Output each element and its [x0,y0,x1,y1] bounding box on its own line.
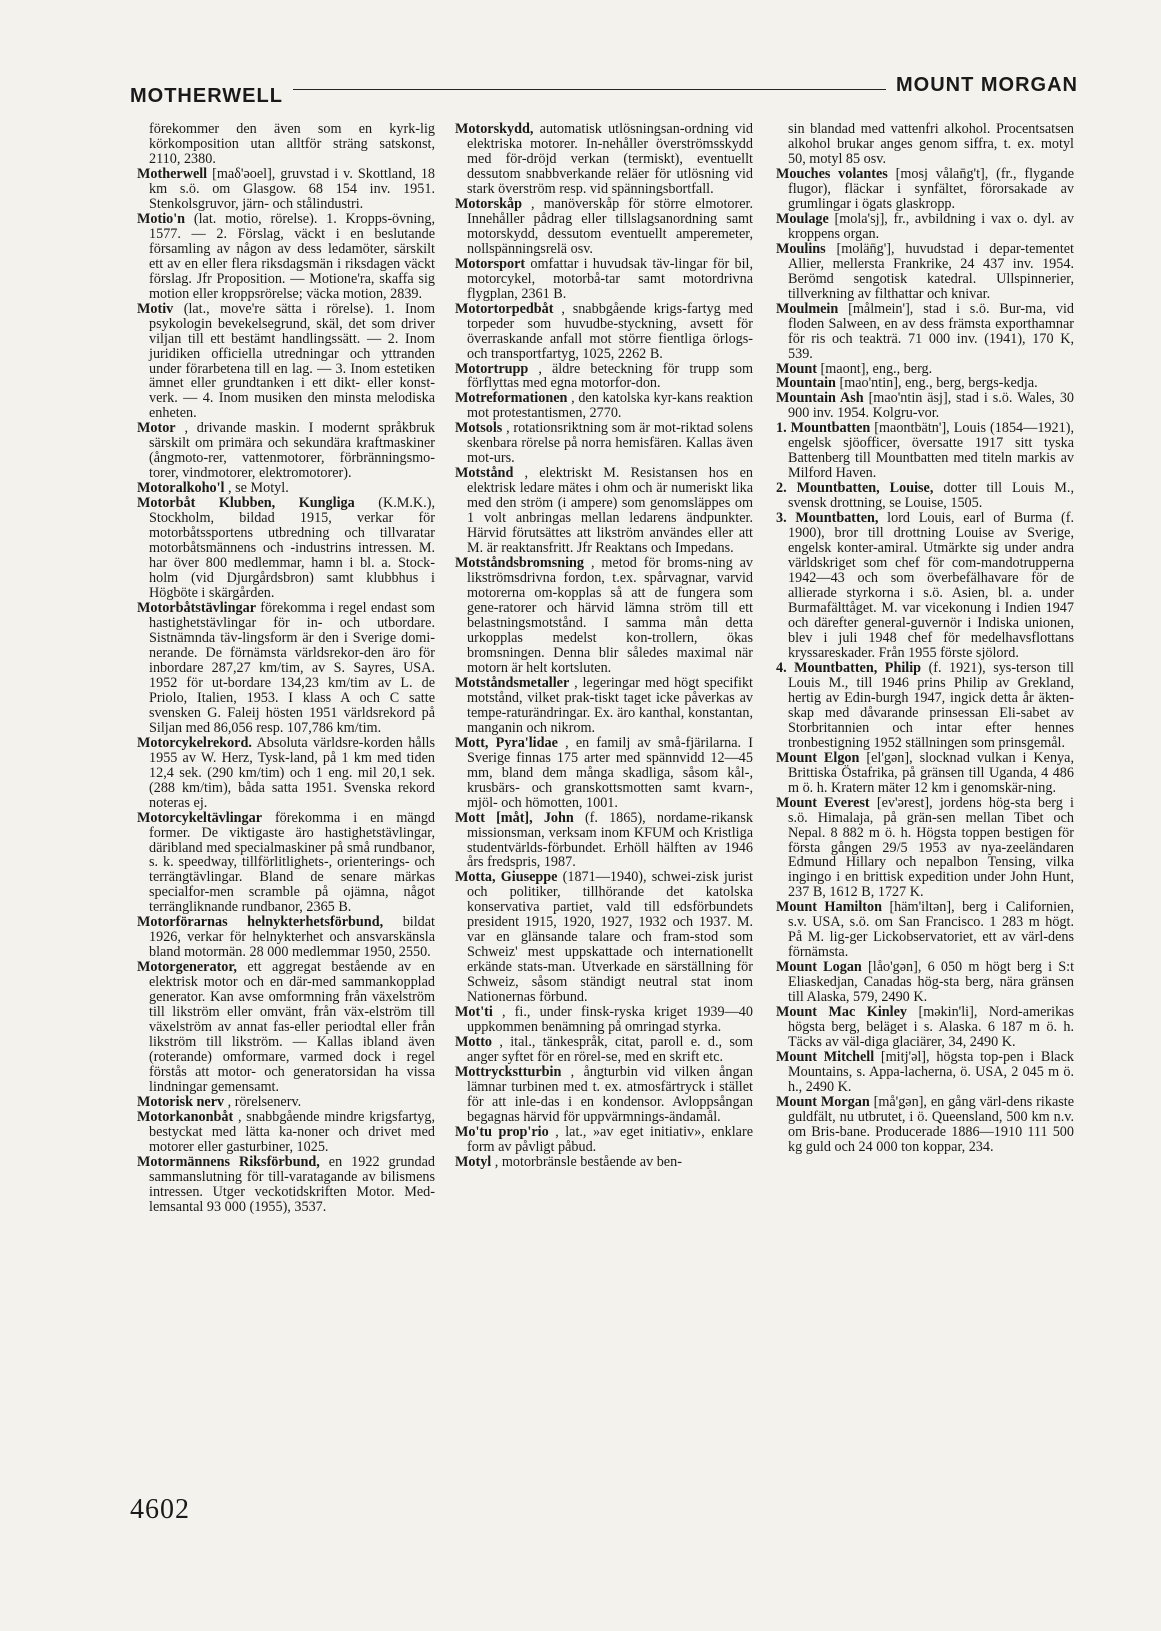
dictionary-entry [455,362,753,392]
dictionary-entry [776,391,1074,421]
header-right-word: MOUNT MORGAN [896,73,1078,96]
entry-headword: Motiv [137,300,174,317]
entry-headword: Motorskåp [455,195,522,212]
entry-headword: Motorkanonbåt [137,1108,234,1125]
entry-headword: 4. Mountbatten, Philip [776,659,922,676]
entry-definition: , elektriskt M. Resistansen hos en elektrisk ledare mätes i ohm och är numeriskt lika med den ström (i ampere) som genomsläppes om 1 volt anbringas mellan ledarens ändpunkter. Härvid förutsättes att likström användes eller att M. är reaktansfritt. Jfr Reaktans och Impedans. [467,465,754,557]
dictionary-entry [455,197,753,257]
entry-definition: , manöverskåp för större elmotorer. Innehåller pådrag eller tillslagsanordning samt motorskydd, dessutom eventuellt amperemeter, nollspänningsrelä osv. [467,195,754,257]
entry-definition: lord Louis, earl of Burma (f. 1900), bror till drottning Louise av Sverige, engelsk konter-amiral. Utmärkte sig under andra världskriget som chef för com-mandotrupperna 1942—43 och som överbefälhavare för de allierade styrkorna i s.ö. Asien, bl. a. under Burmafälttåget. M. var vicekonung i Indien 1947 och därefter general-guvernör i Indiska unionen, blev i juli 1948 chef för medelhavsflottans kryssareskader. Från 1955 förste sjölord. [788,510,1074,661]
entry-definition: (f. 1921), sys-terson till Louis M., till 1946 prins Philip av Grekland, hertig av Edin-burgh 1947, ingick detta år äkten-skap med dåvarande prinsessan Eli-sabet av Storbritannien och intar efter hennes tronbestigning 1952 ställningen som prinsgemål. [788,659,1074,751]
entry-headword: Motio'n [137,210,186,227]
entry-headword: Motoralkoho'l [137,480,225,497]
entry-headword: Motsols [455,420,503,437]
entry-headword: Mot'ti [455,1004,493,1021]
entry-definition: [maontbätn'], Louis (1854—1921), engelsk sjöofficer, översatte 1917 sitt tyska Battenberg till Mountbatten med titeln markis av Milford Haven. [788,420,1074,482]
entry-definition: [el'gən], slocknad vulkan i Kenya, Brittiska Östafrika, på gränsen till Uganda, 4 486 m ö. h. Kratern mäter 12 km i genomskär-ning. [788,749,1074,796]
entry-headword: Mount Morgan [776,1093,870,1110]
entry-definition: förekomma i regel endast som hastighetstävlingar för in- och utbordare. Sistnämnda täv-lingsform är den i Sverige domi-nerande. De förnämsta världsrekor-den äro för inbordare 287,27 km/tim, av S. Sayres, USA. 1952 för ut-bordare 134,23 km/tim av L. de Priolo, Italien, 1953. I klass A och C satte svensken G. Faleij hösten 1951 världsrekord på Siljan med 86,056 resp. 107,786 km/tim. [149,600,435,736]
dictionary-entry [776,242,1074,302]
dictionary-entry [137,302,435,422]
entry-definition: [må'gən], en gång värl-dens rikaste guldfält, nu utbrutet, i ö. Queensland, 500 km n.v. om Bris-bane. Producerade 1886—1910 111 500 kg guld och 24 000 ton koppar, 234. [788,1093,1074,1155]
dictionary-entry [137,736,435,811]
header-left-word: MOTHERWELL [130,84,283,107]
dictionary-entry [455,676,753,736]
dictionary-entry [776,481,1074,511]
entry-headword: Moulmein [776,300,839,317]
entry-definition: , rörelsenerv. [227,1093,302,1110]
entry-definition: Absoluta världsre-korden hålls 1955 av W. Herz, Tysk-land, på 1 km med tiden 12,4 sek. (290 km/tim) och 1 eng. mil 20,1 sek. (288 km/tim), båda satta 1951. Svenska rekord noteras ej. [149,734,436,811]
dictionary-entry [455,122,753,197]
entry-headword: Motto [455,1034,493,1051]
entry-headword: Moulage [776,210,829,227]
entry-headword: Motståndsbromsning [455,555,585,572]
entry-definition: (lat., move're sätta i rörelse). 1. Inom psykologin bevekelsegrund, skäl, det som driver viljan till ett bestämt handlingssätt. — 2. Inom juridiken officiella utredningar och yttranden under förarbetena till en lag. — 3. Inom estetiken ämnet eller grundtanken i ett dikt- eller konst-verk. — 4. Inom musiken den minsta melodiska enheten. [149,300,436,422]
entry-definition: , ital., tänkespråk, citat, paroll e. d., som anger syftet för en rörel-se, med en skrift etc. [467,1034,753,1066]
entry-headword: Mottryckstturbin [455,1064,562,1081]
entry-definition: förekommer den även som en kyrk-lig körkomposition utan alltför sträng satskonst, 2110, 2380. [149,121,435,167]
dictionary-entry [455,811,753,871]
entry-definition: dotter till Louis M., svensk drottning, se Louise, 1505. [788,480,1075,512]
column-1 [137,122,435,1215]
entry-definition: [häm'iltən], berg i Californien, s.v. USA, s.ö. om San Francisco. 1 283 m högt. På M. lig-ger Lickobservatoriet, ett av värl-dens förnämsta. [788,899,1075,961]
dictionary-entry [455,1125,753,1155]
entry-headword: Mott [måt], John [455,809,574,826]
entry-definition: sin blandad med vattenfri alkohol. Procentsatsen alkohol brukar anges genom siffra, t. ex. motyl 50, motyl 85 osv. [788,121,1074,167]
entry-headword: Mount Elgon [776,749,860,766]
entry-definition: (K.M.K.), Stockholm, bildad 1915, verkar för motorbåtssportens utbredning och tillvaratar motorbåtsmännens och -industrins intressen. M. har över 800 medlemmar, hamn i bl. a. Stock-holm (vid Djurgårdsbron) samt klubbhus i Högböte i skärgården. [149,495,435,602]
dictionary-entry [776,212,1074,242]
dictionary-entry [455,1005,753,1035]
entry-definition: , äldre beteckning för trupp som förflyttas med egna motorfor-don. [467,360,753,392]
entry-definition: , den katolska kyr-kans reaktion mot protestantismen, 2770. [467,390,754,422]
entry-headword: Mouches volantes [776,165,888,182]
entry-definition: [mao'ntin äsj], stad i s.ö. Wales, 30 900 inv. 1954. Kolgru-vor. [788,390,1075,422]
dictionary-entry [776,511,1074,661]
entry-definition: , snabbgående krigs-fartyg med torpeder som huvudbe-styckning, avsett för överraskande anfall mot större fientliga örlogs-och transportfartyg, 1025, 2262 B. [467,300,753,362]
entry-definition: en 1922 grundad sammanslutning för till-varatagande av bilismens intressen. Utger veckotidskriften Motor. Med-lemsantal 93 000 (1955), 3537. [149,1153,436,1215]
header-rule [293,89,886,90]
entry-headword: Motorgenerator, [137,959,237,976]
dictionary-entry [455,466,753,556]
entry-headword: Mount Everest [776,794,870,811]
entry-headword: 2. Mountbatten, Louise, [776,480,934,497]
entry-headword: Motorisk nerv [137,1093,225,1110]
entry-headword: Moulins [776,240,826,257]
entry-headword: Motståndsmetaller [455,674,570,691]
dictionary-entry [137,496,435,601]
entry-definition: , legeringar med högt specifikt motstånd, vilket prak-tiskt taget icke påverkas av tempe-raturändringar. Ex. äro kanthal, konstantan, manganin och nikrom. [467,674,754,736]
entry-headword: Motreformationen [455,390,568,407]
dictionary-entry [455,1155,753,1170]
entry-definition: omfattar i huvudsak täv-lingar för bil, motorcykel, motorbå-tar samt motordrivna flygplan, 2361 B. [467,255,753,302]
column-2 [455,122,753,1170]
dictionary-entry [776,302,1074,362]
dictionary-entry [776,122,1074,167]
dictionary-entry [137,212,435,302]
entry-headword: Motorsport [455,255,526,272]
dictionary-entry [137,601,435,736]
entry-definition: [låo'gən], 6 050 m högt berg i S:t Eliaskedjan, Canadas hög-sta berg, nära gränsen till Alaska, 579, 2490 K. [788,959,1075,1006]
entry-headword: Motstånd [455,465,514,482]
dictionary-entry [137,167,435,212]
entry-definition: [mosj vålan̄g't], (fr., flygande flugor), fläckar i synfältet, förorsakade av grumlingar i ögats glaskropp. [788,165,1075,212]
entry-definition: , motorbränsle bestående av ben- [494,1153,682,1170]
dictionary-entry [776,751,1074,796]
dictionary-entry [455,257,753,302]
entry-headword: Mount Logan [776,959,862,976]
entry-definition: bildat 1926, verkar för helnykterhet och ansvarskänsla bland motormän. 28 000 medlemmar 1950, 2550. [149,914,435,961]
dictionary-entry [137,1155,435,1215]
entry-headword: Motorcykeltävlingar [137,809,263,826]
entry-headword: Mount Mitchell [776,1049,875,1066]
entry-definition: , drivande maskin. I modernt språkbruk särskilt om primära och sekundära kraftmaskiner (ångmoto-rer, vattenmotorer, förbränningsmo-torer, vindmotorer, elektromotorer). [149,420,436,482]
entry-definition: , lat., »av eget initiativ», enklare form av påvligt påbud. [467,1123,753,1155]
dictionary-entry [776,167,1074,212]
entry-headword: Motyl [455,1153,492,1170]
entry-headword: Motorcykelrekord. [137,734,252,751]
entry-headword: Motormännens Riksförbund, [137,1153,320,1170]
entry-definition: , snabbgående mindre krigsfartyg, bestyckat med lätta ka-noner och drivet med motorer eller gasturbiner, 1025. [149,1108,436,1155]
dictionary-entry [137,122,435,167]
entry-definition: (f. 1865), nordame-rikansk missionsman, verksam inom KFUM och Kristliga studentvärlds-förbundet. Erhöll hälften av 1946 års fredspris, 1987. [467,809,753,871]
dictionary-entry [776,1095,1074,1155]
entry-headword: Motortorpedbåt [455,300,554,317]
dictionary-entry [137,1110,435,1155]
entry-headword: 3. Mountbatten, [776,510,879,527]
entry-definition: automatisk utlösningsan-ordning vid elektriska motorer. In-nehåller överströmsskydd med för-dröjd verkan (termiskt), eventuellt dessutom snabbverkande reläer för utlösning vid stark överström resp. vid spänningsbortfall. [467,121,753,197]
entry-definition: [mao'ntin], eng., berg, bergs-kedja. [839,375,1038,392]
page-number: 4602 [130,1494,190,1525]
entry-definition: , se Motyl. [228,480,289,497]
dictionary-entry [776,900,1074,960]
entry-definition: [ev'ərest], jordens hög-sta berg i s.ö. Himalaja, på grän-sen mellan Tibet och Nepal. 8 882 m ö. h. Högsta toppen bestigen för första gången 29/5 1953 av nya-zeeländaren Edmund Hillary och nepalbon Tensing, vilka ingingo i en brittisk expedition under John Hunt, 237 B, 1612 B, 1727 K. [788,794,1074,901]
entry-headword: Motta, Giuseppe [455,869,558,886]
entry-definition: ett aggregat bestående av en elektrisk motor och en där-med sammankopplad generator. Kan avse omformning från växelström till likström eller omvänt, från väx-elström till växelström av annat fas-eller periodtal eller från likström till likström. — Kallas ibland även (roterande) omformare, varmed dock i regel förstås att motor- och generatorsidan ha vissa lindningar gemensamt. [149,959,436,1095]
column-3 [776,122,1074,1155]
entry-definition: [məkin'li], Nord-amerikas högsta berg, beläget i s. Alaska. 6 187 m ö. h. Täcks av väl-diga glaciärer, 34, 2490 K. [788,1004,1074,1051]
entry-definition: förekomma i en mängd former. De viktigaste äro hastighetstävlingar, däribland med specialmaskiner på små rundbanor, s. k. speedway, tillförlitlighets-, orienterings- och terrängtävlingar. Bland de senare märkas specialfor-men scramble på ojämna, något terrängliknande rundbanor, 2365 B. [149,809,436,916]
entry-headword: Motorskydd, [455,121,534,137]
entry-headword: Motorbåtstävlingar [137,600,257,616]
entry-definition: [mola'sj], fr., avbildning i vax o. dyl. av kroppens organ. [788,210,1074,242]
dictionary-entry [776,421,1074,481]
entry-headword: Mount Hamilton [776,899,882,916]
entry-headword: Mount [776,360,817,377]
entry-headword: Motortrupp [455,360,529,377]
entry-definition: [maont], eng., berg. [820,360,933,377]
entry-headword: Mott, Pyra'lidae [455,734,558,751]
dictionary-entry [137,421,435,481]
dictionary-entry [776,362,1074,377]
dictionary-entry [776,1005,1074,1050]
dictionary-entry [137,960,435,1095]
entry-definition: [mitj'əl], högsta top-pen i Black Mountains, s. Appa-lacherna, ö. USA, 2 045 m ö. h., 2490 K. [788,1049,1074,1095]
dictionary-entry [455,391,753,421]
entry-definition: [målmein'], stad i s.ö. Bur-ma, vid floden Salween, en av dess främsta exporthamnar för ris och teakträ. 71 000 inv. (1941), 170 K, 539. [788,300,1074,362]
dictionary-entry [776,661,1074,751]
dictionary-entry [455,421,753,466]
entry-headword: Motherwell [137,165,208,182]
running-header [130,72,1078,106]
dictionary-entry [455,870,753,1005]
entry-headword: Motorbåt Klubben, Kungliga [137,495,355,512]
entry-definition: (lat. motio, rörelse). 1. Kropps-övning, 1577. — 2. Förslag, väckt i en beslutande församling av någon av dess ledamöter, särskilt ett av en eller flera riksdagsmän i riksdagen väckt förslag. Jfr Proposition. — Motione'ra, skaffa sig motion eller kroppsrörelse; väcka motion, 2839. [149,210,436,302]
dictionary-entry [137,915,435,960]
entry-definition: , rotationsriktning som är mot-riktad solens skenbara rörelse på norra hemisfären. Kallas även mot-urs. [467,420,754,467]
dictionary-entry [137,1095,435,1110]
entry-headword: 1. Mountbatten [776,420,871,437]
entry-headword: Motorförarnas helnykterhetsförbund, [137,914,384,931]
entry-definition: (1871—1940), schwei-zisk jurist och politiker, tillhörande det katolska konservativa partiet, vald till edsförbundets president 1915, 1920, 1927, 1932 och 1937. M. var en glänsande talare och fram-stod som Schweiz' mest uppskattade och internationellt erkände stats-man. Utverkade en särställning för Schweiz, såsom ständigt neutral stat inom Nationernas förbund. [467,869,754,1006]
dictionary-entry [455,1065,753,1125]
entry-definition: , metod för broms-ning av likströmsdrivna fordon, t.ex. spårvagnar, varvid motorerna om-kopplas så att de fungera som gene-ratorer och härvid lämna ström till ett belastningsmotstånd. I samma mån detta urkopplas medelst kon-trollern, ökas bromsningen. Denna blir således maximal när motorn är helt kortsluten. [467,555,753,676]
dictionary-entry [137,811,435,916]
entry-headword: Motor [137,420,176,437]
entry-definition: [molän̄g'], huvudstad i depar-tementet Allier, mellersta Frankrike, 24 437 inv. 1954. Berömd sengotisk katedral. Ullspinnerier, tillverkning av filthattar och knivar. [788,240,1075,302]
dictionary-entry [455,302,753,362]
entry-definition: , ångturbin vid vilken ångan lämnar turbinen med t. ex. atmosfärtryck i stället för att inle-das i en kondensor. Avloppsångan begagnas härvid för uppvärmnings-ändamål. [467,1064,754,1125]
entry-definition: [maδ'əoel], gruvstad i v. Skottland, 18 km s.ö. om Glasgow. 68 154 inv. 1951. Stenkolsgruvor, järn- och stålindustri. [149,165,436,212]
dictionary-entry [455,1035,753,1065]
dictionary-entry [455,736,753,811]
dictionary-entry [776,796,1074,901]
entry-headword: Mount Mac Kinley [776,1004,907,1021]
entry-headword: Mo'tu prop'rio [455,1123,549,1140]
dictionary-entry [776,960,1074,1005]
dictionary-entry [776,1050,1074,1095]
entry-definition: , en familj av små-fjärilarna. I Sverige finnas 175 arter med spännvidd 12—45 mm, bland dem många skadliga, såsom kål-, krusbärs- och granskottsmotten samt kvarn-, mjöl- och hömotten, 1001. [467,734,753,811]
entry-definition: , fi., under finsk-ryska kriget 1939—40 uppkommen benämning på omringad styrka. [467,1004,753,1036]
dictionary-entry [455,556,753,676]
entry-headword: Mountain Ash [776,390,864,407]
dictionary-entry [137,481,435,496]
entry-headword: Mountain [776,375,836,392]
dictionary-entry [776,376,1074,391]
